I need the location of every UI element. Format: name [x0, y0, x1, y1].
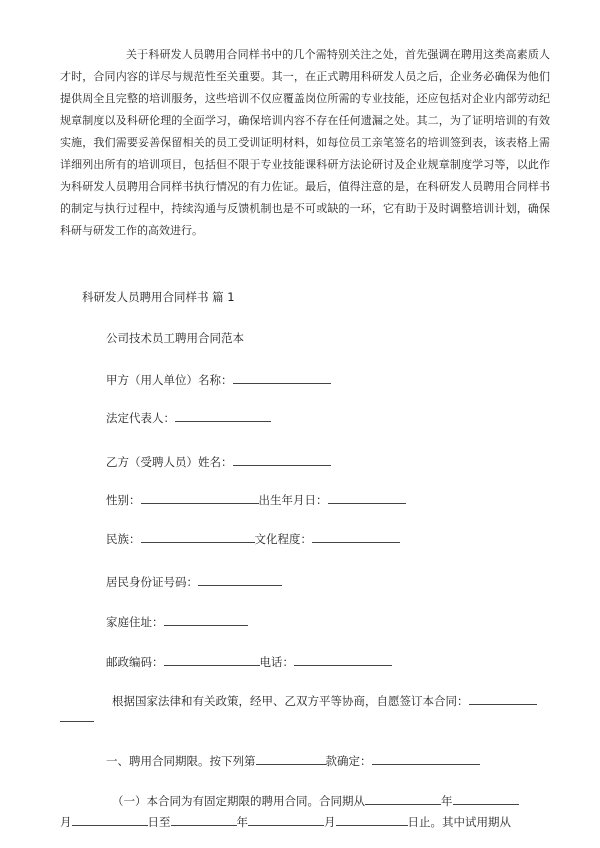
- postcode-label: 邮政编码：: [106, 655, 164, 669]
- day-to-label: 日至: [147, 815, 171, 829]
- legal-rep-blank[interactable]: [175, 409, 271, 422]
- id-blank[interactable]: [198, 573, 282, 586]
- month-label-2: 月: [324, 815, 336, 829]
- clause-1-blank-a[interactable]: [256, 752, 326, 765]
- postcode-phone-row: [106, 653, 392, 670]
- end-day-blank[interactable]: [336, 813, 408, 826]
- clause-1-1-row: [112, 792, 519, 809]
- preamble-text: 根据国家法律和有关政策，经甲、乙双方平等协商，自愿签订本合同：: [112, 694, 469, 708]
- ethnicity-label: 民族：: [106, 532, 141, 546]
- legal-rep-label: 法定代表人：: [106, 411, 175, 425]
- party-a-label: 甲方（用人单位）名称：: [106, 373, 233, 387]
- party-b-row: [106, 453, 331, 470]
- intro-paragraph: 关于科研发人员聘用合同样书中的几个需特别关注之处，首先强调在聘用这类高素质人才时，合同内容的详尽与规范性至关重要。其一，在正式聘用科研发人员之后，企业务必确保为他们提供周全且完整的培训服务，这些培训不仅应覆盖岗位所需的专业技能，还应包括对企业内部劳动纪规章制度以及科研伦理的全面学习，确保培训内容不存在任何遗漏之处。其二，为了证明培训的有效实施，我们需要妥善保留相关的员工受训证明材料，如每位员工亲笔签名的培训签到表，该表格上需详细列出所有的培训项目，包括但不限于专业技能课科研方法论研讨及企业规章制度学习等，以此作为科研发人员聘用合同样书执行情况的有力佐证。最后，值得注意的是，在科研发人员聘用合同样书的制定与执行过程中，持续沟通与反馈机制也是不可或缺的一环，它有助于及时调整培训计划，确保科研与研发工作的高效进行。: [60, 48, 550, 237]
- gender-birth-row: [106, 491, 406, 508]
- start-day-blank[interactable]: [72, 813, 148, 826]
- id-row: [106, 573, 282, 590]
- party-b-blank[interactable]: [233, 453, 331, 466]
- party-b-label: 乙方（受聘人员）姓名：: [106, 455, 233, 469]
- preamble-row: [112, 692, 537, 709]
- year-label-1: 年: [441, 794, 453, 808]
- clause-1-text-b: 款确定：: [325, 754, 372, 768]
- year-label-2: 年: [236, 815, 248, 829]
- birth-blank[interactable]: [328, 491, 406, 504]
- section-title: 科研发人员聘用合同样书 篇 1: [82, 290, 235, 304]
- address-blank[interactable]: [164, 613, 248, 626]
- contract-title: 公司技术员工聘用合同范本: [106, 331, 244, 345]
- gender-label: 性别：: [106, 493, 141, 507]
- phone-blank[interactable]: [294, 653, 392, 666]
- ethnicity-blank[interactable]: [141, 530, 255, 543]
- start-month-blank[interactable]: [453, 792, 519, 805]
- education-blank[interactable]: [312, 530, 400, 543]
- end-year-blank[interactable]: [171, 813, 237, 826]
- end-month-blank[interactable]: [248, 813, 324, 826]
- party-a-row: [106, 371, 331, 388]
- preamble-blank[interactable]: [469, 692, 537, 705]
- phone-label: 电话：: [259, 655, 294, 669]
- legal-rep-row: [106, 409, 271, 426]
- preamble-blank-2[interactable]: [60, 709, 94, 722]
- address-label: 家庭住址：: [106, 615, 164, 629]
- clause-1-1-row-2: [60, 813, 511, 830]
- start-year-blank[interactable]: [365, 792, 441, 805]
- education-label: 文化程度：: [254, 532, 312, 546]
- postcode-blank[interactable]: [164, 653, 260, 666]
- id-label: 居民身份证号码：: [106, 575, 198, 589]
- clause-1-1-text: （一）本合同为有固定期限的聘用合同。合同期从: [112, 794, 365, 808]
- clause-1-blank-b[interactable]: [372, 752, 480, 765]
- clause-1-text-a: 一、聘用合同期限。按下列第: [106, 754, 256, 768]
- gender-blank[interactable]: [141, 491, 259, 504]
- end-text: 日止。其中试用期从: [407, 815, 511, 829]
- month-label-1: 月: [60, 815, 72, 829]
- party-a-blank[interactable]: [233, 371, 331, 384]
- ethnicity-education-row: [106, 530, 400, 547]
- birth-label: 出生年月日：: [258, 493, 328, 507]
- clause-1-row: [106, 752, 480, 769]
- address-row: [106, 613, 248, 630]
- preamble-row-2: [60, 709, 94, 726]
